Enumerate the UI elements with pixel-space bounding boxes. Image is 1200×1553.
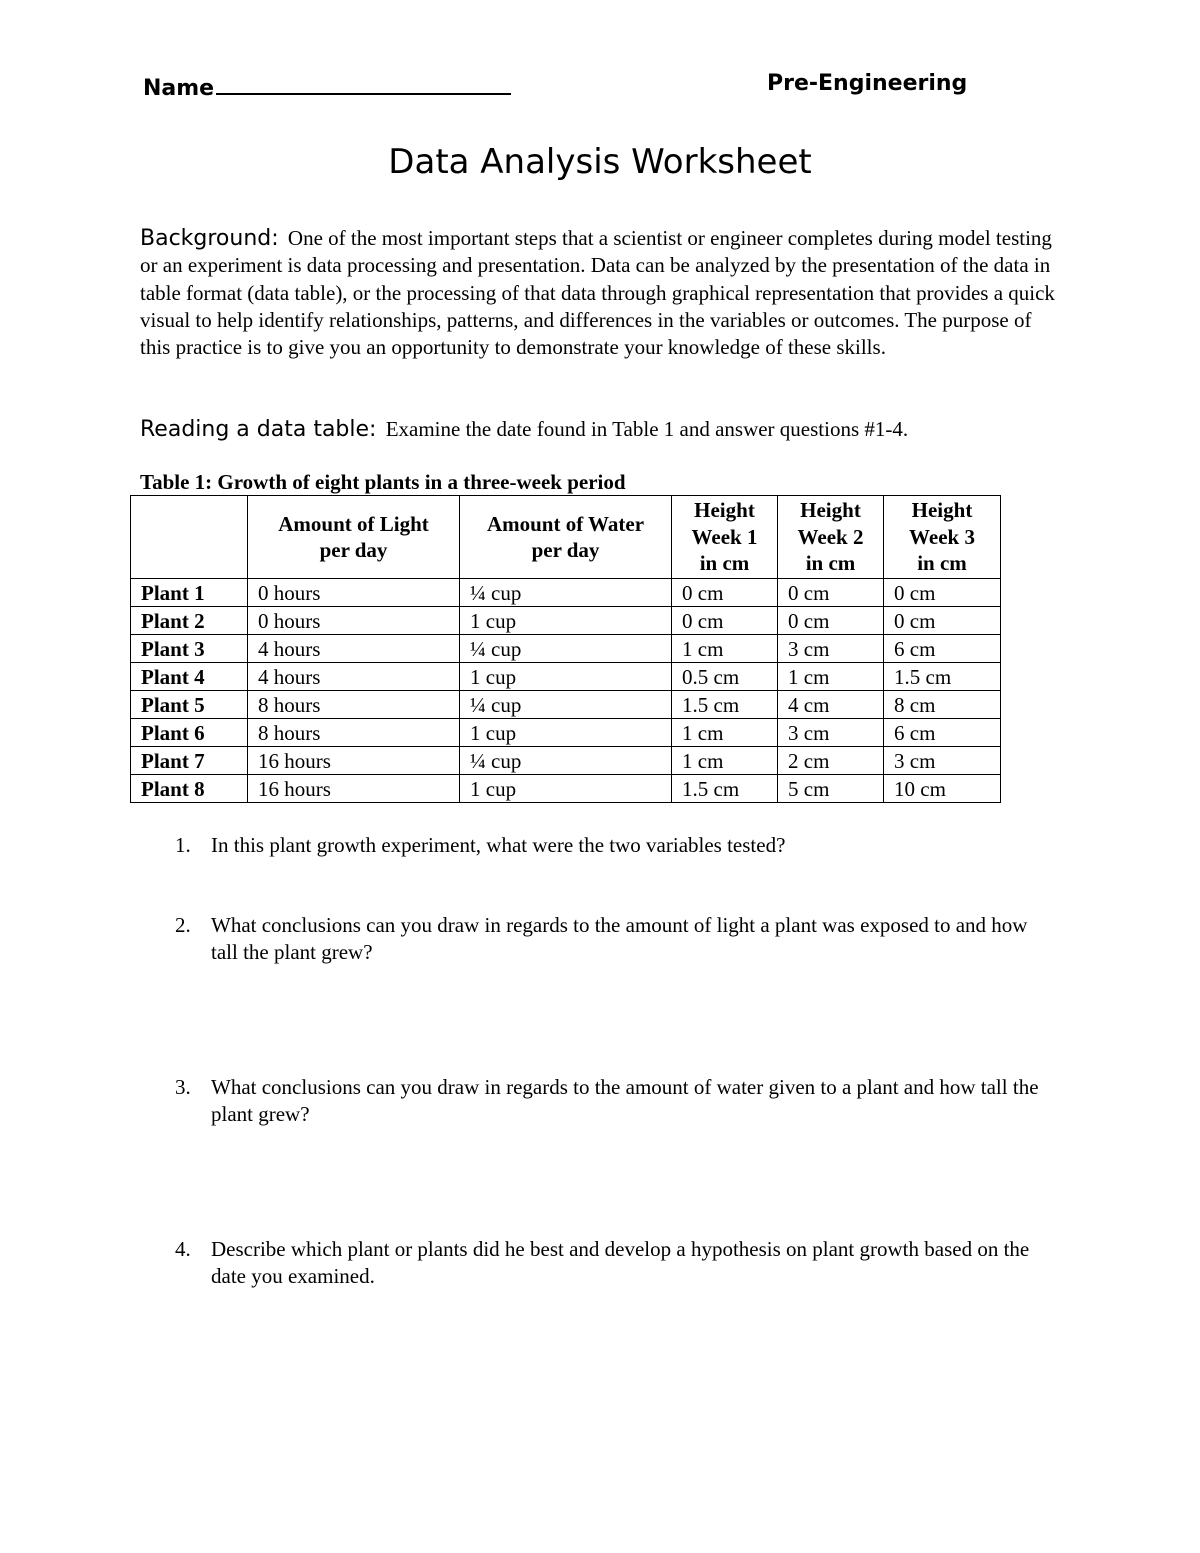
table-row — [131, 663, 1001, 691]
background-paragraph — [140, 225, 1060, 361]
table-row — [131, 579, 1001, 607]
name-blank-line[interactable] — [216, 71, 511, 95]
name-label: Name — [143, 76, 215, 101]
table-cell: 0 cm — [884, 579, 1001, 607]
table-cell: 4 hours — [248, 663, 460, 691]
table-cell: ¼ cup — [460, 635, 672, 663]
table-cell: 0 cm — [672, 607, 778, 635]
plant-growth-table — [130, 495, 1001, 803]
table-cell: ¼ cup — [460, 747, 672, 775]
table-header-cell: Amount of Water per day — [460, 496, 672, 579]
course-label: Pre-Engineering — [767, 71, 968, 96]
question-number: 2. — [175, 913, 191, 937]
table-cell: 1 cm — [672, 635, 778, 663]
table-cell: Plant 2 — [131, 607, 248, 635]
table-cell: 1 cup — [460, 663, 672, 691]
table-cell: 3 cm — [778, 635, 884, 663]
table-cell: 1.5 cm — [884, 663, 1001, 691]
table-cell: 1 cup — [460, 607, 672, 635]
table-cell: 4 hours — [248, 635, 460, 663]
table-cell: 2 cm — [778, 747, 884, 775]
question-text: What conclusions can you draw in regards to the amount of light a plant was exposed to and how tall the plant grew? — [211, 913, 1028, 965]
table-cell: 10 cm — [884, 775, 1001, 803]
table-row — [131, 607, 1001, 635]
table-cell: ¼ cup — [460, 691, 672, 719]
table-cell: 16 hours — [248, 775, 460, 803]
table-row — [131, 775, 1001, 803]
table-cell: 1 cm — [672, 747, 778, 775]
background-text: One of the most important steps that a scientist or engineer completes during model testing or an experiment is data processing and presentation. Data can be analyzed by the presentation of the data in table format (data table), or the processing of that data through graphical representation that provides a quick visual to help identify relationships, patterns, and differences in the variables or outcomes. The purpose of this practice is to give you an opportunity to demonstrate your knowledge of these skills. — [140, 226, 1055, 360]
table-cell: Plant 6 — [131, 719, 248, 747]
background-label: Background: — [140, 226, 279, 251]
table-cell: 3 cm — [884, 747, 1001, 775]
table-cell: 6 cm — [884, 719, 1001, 747]
table-cell: 0.5 cm — [672, 663, 778, 691]
table-row — [131, 747, 1001, 775]
table-header-cell — [131, 496, 248, 579]
table-cell: 1 cup — [460, 775, 672, 803]
table-cell: Plant 3 — [131, 635, 248, 663]
reading-label: Reading a data table: — [140, 417, 377, 442]
table-cell: 1 cm — [778, 663, 884, 691]
question-text: What conclusions can you draw in regards to the amount of water given to a plant and how tall the plant grew? — [211, 1075, 1039, 1127]
table-row — [131, 691, 1001, 719]
table-cell: 8 hours — [248, 719, 460, 747]
table-cell: 4 cm — [778, 691, 884, 719]
table-cell: 8 hours — [248, 691, 460, 719]
table-header-cell: Height Week 3 in cm — [884, 496, 1001, 579]
table-row — [131, 635, 1001, 663]
table-row — [131, 719, 1001, 747]
table-cell: 5 cm — [778, 775, 884, 803]
table-header-cell: Height Week 1 in cm — [672, 496, 778, 579]
table-cell: 1 cm — [672, 719, 778, 747]
question-number: 3. — [175, 1075, 191, 1099]
question-number: 1. — [175, 833, 191, 857]
table-cell: 0 cm — [884, 607, 1001, 635]
table-header-row — [131, 496, 1001, 579]
table-cell: 1.5 cm — [672, 691, 778, 719]
table-cell: Plant 5 — [131, 691, 248, 719]
reading-paragraph — [140, 416, 1060, 443]
table-cell: 1 cup — [460, 719, 672, 747]
table-cell: 3 cm — [778, 719, 884, 747]
question-text: In this plant growth experiment, what were the two variables tested? — [211, 833, 786, 857]
question-number: 4. — [175, 1237, 191, 1261]
table-cell: Plant 4 — [131, 663, 248, 691]
name-field — [143, 71, 511, 101]
table-caption: Table 1: Growth of eight plants in a three-week period — [140, 470, 626, 494]
table-cell: 0 cm — [778, 579, 884, 607]
table-cell: 0 hours — [248, 607, 460, 635]
reading-text: Examine the date found in Table 1 and answer questions #1-4. — [385, 417, 909, 441]
page-title: Data Analysis Worksheet — [388, 142, 812, 182]
table-cell: ¼ cup — [460, 579, 672, 607]
question-text: Describe which plant or plants did he best and develop a hypothesis on plant growth based on the date you examined. — [211, 1237, 1030, 1289]
table-cell: Plant 1 — [131, 579, 248, 607]
table-cell: 0 hours — [248, 579, 460, 607]
table-cell: 0 cm — [672, 579, 778, 607]
table-header-cell: Amount of Light per day — [248, 496, 460, 579]
table-header-cell: Height Week 2 in cm — [778, 496, 884, 579]
table-cell: 0 cm — [778, 607, 884, 635]
table-cell: Plant 7 — [131, 747, 248, 775]
table-cell: 1.5 cm — [672, 775, 778, 803]
table-cell: 16 hours — [248, 747, 460, 775]
table-cell: 6 cm — [884, 635, 1001, 663]
table-cell: 8 cm — [884, 691, 1001, 719]
table-cell: Plant 8 — [131, 775, 248, 803]
